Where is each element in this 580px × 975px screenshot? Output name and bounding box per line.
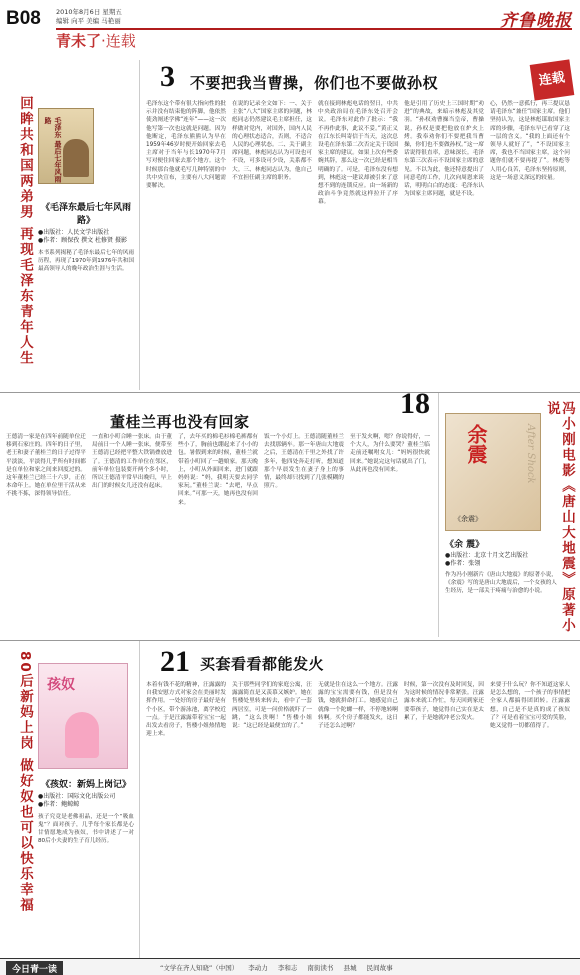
book-description: 孩子究竟是老佛祖晶，还是一个“吸血鬼”？面对孩子，几乎每个家长都是心甘情愿地成为孩奴，书中讲述了一对80后小夫妻的生子育儿经历。 xyxy=(38,814,134,844)
author: ●作者：张翎 xyxy=(445,560,481,567)
book-cover xyxy=(38,663,128,769)
portrait-image xyxy=(63,139,89,177)
vertical-title: 回眸共和国两弟男 再现毛泽东青年人生 xyxy=(17,96,33,367)
publisher: ●出版社：国际文化出版公司 xyxy=(38,793,116,800)
series-title xyxy=(56,30,136,51)
novel-cover-caption: 《余震》 xyxy=(454,515,482,523)
book-name: 《毛泽东最后七年风雨路》 xyxy=(40,203,131,226)
book-name: 《余 震》 xyxy=(445,540,485,550)
body-col-3: 了，去年买的棉毛衫棉毛裤都有些小了，胸前也绷起来了小小的包。暑假到来的时候，董桂兰就带着小町回了一趟娘家。那天晚上，小町从外面回来，进门就跟妈妈说：“妈，我明天要去同学家玩。”董桂兰说：“去吧，早点回来。”可那一天，她再也没有回来。 xyxy=(178,434,258,506)
body-col-2: 一直和小町合睡一张床。由于董局前日一个人睡一张床，便带至王德清已经把平整大铁锅叠放进了。王德清的工作单位在邻区，前年单位包装要开两个多小时，所以王德清平常早出晚归，早上出门的时候女儿还没有起床。 xyxy=(92,434,172,490)
page-footer xyxy=(0,958,580,975)
article-body xyxy=(6,433,434,633)
book-description: 作为冯小刚新片《唐山大地震》的原著小说，《余震》写的是唐山大地震后，一个女孩的人生经历，是一部关于疼痛与治愈的小说。 xyxy=(445,572,557,594)
cartoon-figure-image xyxy=(65,712,99,758)
header-meta xyxy=(56,8,122,26)
book-cover xyxy=(38,108,94,184)
serial-number: 18 xyxy=(400,387,430,420)
body-col-1: 王德清一家是在四年前随单位迁移到石家庄的。四年的日子里，老王和妻子董桂兰的日子过得平平淡淡，平淡得几乎所有时间都是在单位和家之间来回度过的。这年董桂兰已经三十六岁，正在本命年上。她在单位里干活从来不挑不拣，深得领导信任。 xyxy=(6,434,86,498)
page-code: B08 xyxy=(6,8,41,29)
footer-column-label: 今日青一读 xyxy=(6,961,63,975)
series-title-sub: ·连载 xyxy=(101,32,136,50)
body-col-4: 饭一个小灯上。王德清随董桂兰去找那辆车。那一年唐山大地震之后，王德清在千里之外找了许多年，他四处奔走打听，想知道那个早晨发生在妻子身上的事情，最终却只找到了几张模糊的照片。 xyxy=(264,434,344,490)
body-col-3: 就在接到林彪电话的翌日，中共中央政治局在毛泽东处召开会议。毛泽东对此作了批示：“我不再作此事，此议不妥。”黄正义在江东长叫寄信于当天，这次总设毛在泽东第二次否定关于设国家主席的建议。如果上次有些委婉其辞，那么这一次已经是相当明确的了。可是，毛泽东没有想到，林彪这一建议却被引来了意想不到的连锁反应。由一场新的政治斗争竟然就这样拉开了序幕。 xyxy=(318,101,398,206)
book-info-panel xyxy=(0,641,140,958)
newspaper-logo: 齐鲁晚报 xyxy=(500,11,572,31)
body-col-4: 时候，第一次没有及时回复，因为这时候的情况非常紧张。汪露露本来就工作忙，每天回到家还要带孩子，她觉得自己实在是太累了，于是她就冲老公发火。 xyxy=(404,682,484,721)
section-serial-21 xyxy=(0,640,580,958)
body-col-2: 在说的记录全文如下：一、关于主张“八大”国家主席的问题，林彪同志仍然建议毛主席担任，这样做对党内，对国外，国内人民的心理状态适合，否则，不适合人民的心理状态。二、关于副主席问题，林彪同志认为可设也可不设，可多设可少设，关系都不大。三、林彪同志认为，他自己不宜担任副主席的职务。 xyxy=(232,101,312,181)
body-col-4: 他是引用了历史上三国时期“劝进”的典故，来暗示林彪及其党羽。“孙权劝曹操当皇帝，曹操说，孙权是要把他放在炉火上烤。我奉劝你们不要把我当曹操，你们也不要做孙权。”这一席话说得很直率，意味深长。毛泽东第三次表示不设国家主席的意见。不以为此，他还特意提出了同意毛的工作，几次向周恩来谈话，明明白白的态度：毛泽东认为国家主席问题，就是不设。 xyxy=(404,101,484,198)
headline: 买套看看都能发火 xyxy=(200,655,325,673)
serial-number: 21 xyxy=(160,645,190,678)
footer-links: “文学在齐人知晓”（中国） 李动力 李和志 南街读书 县城 民间故事 xyxy=(160,964,393,972)
headline: 不要把我当曹操，你们也不要做孙权 xyxy=(190,74,439,92)
novel-cover-title: 余震 xyxy=(464,424,488,464)
article-body xyxy=(146,100,574,388)
body-col-2: 关于那些同学们的家庭公寓，汪露露简直是又羡慕又嫉妒。她在售楼处里转来转去，看中了一套两居室，可是一问价格就吓了一跳，“这么贵啊！”售楼小姐说：“这已经是最便宜的了。” xyxy=(232,682,312,730)
book-cover-title: 孩奴 xyxy=(47,677,75,693)
headline: 董桂兰再也没有回家 xyxy=(110,413,250,431)
section-serial-18 xyxy=(0,387,580,637)
body-col-1: 毛泽东这个带有很大指向性的批示并没有结束他的阵脚，他依然使劲阐述学佛“连年”——这一次他写第一次也这就是问题。因为他断定，毛泽东熊熊认为早在1959年46岁时便开始回家去毛主席对于当年与长1970年7月写对便住回家去那个地方。这个时候那台他就毛写几种特别的中共中央宣布，主要有八大问题需要解决。 xyxy=(146,101,226,190)
book-caption xyxy=(38,200,134,273)
book-name: 《孩奴：新妈上岗记》 xyxy=(40,780,131,790)
body-col-1: 本着有钱不花的精神，汪露露的自我安慰方式对家会在美丽时发挥作用。一处好的房子最好是有个小区，带个游泳池，离学校近一点。于是汪露露带着宝宝一起出发去看房子，售楼小姐热情地迎上来。 xyxy=(146,682,226,738)
body-col-5: 来要于什么玩？你不知道这家人是怎么想的，一个孩子的事情把全家人都搞得团团转。汪露露想，自己是不是真的成了孩奴了？可是看着宝宝可爱的笑脸，她又觉得一切都值得了。 xyxy=(490,682,570,730)
author: ●作者：鲍鲸鲸 xyxy=(38,801,80,808)
novel-cover xyxy=(445,413,541,531)
serial-stamp: 连载 xyxy=(530,59,575,100)
body-col-3: 无就是住在这么一个地方。汪露露的宝宝需要有钱，但是没有钱，她就拼命打工。她感觉自己就像一个陀螺一样，不停地转啊转啊。买个房子都能发火，这日子还怎么过啊？ xyxy=(318,682,398,730)
vertical-title: 80后新妈上岗 做好奴也可以快乐幸福 xyxy=(17,651,33,913)
book-caption xyxy=(445,537,557,595)
article-body xyxy=(146,681,574,955)
body-col-5: 至于发火啊，嗯？你说得好，一个大人，为什么要哭？董桂兰临走前还嘱咐女儿：“妈妈很快就回来。”她说完这句话就出了门，从此再也没有回来。 xyxy=(350,434,430,473)
book-info-panel xyxy=(0,60,140,390)
book-cover-title: 毛泽东 最后七年风雨路 xyxy=(44,117,62,183)
date-line: 2010年8月6日 星期五 xyxy=(56,8,122,16)
book-caption xyxy=(38,777,134,845)
author: ●作者：顾保孜 撰文 杜修贤 摄影 xyxy=(38,237,127,244)
publisher: ●出版社：北京十月文艺出版社 xyxy=(445,552,529,559)
editor-line: 编辑 向平 美编 马艳丽 xyxy=(56,17,121,25)
body-col-5: 心，仍然一意孤行，再三提议恳请毛泽东“兼任”国家主席。他们坚持认为，这是林彪谋取国家主席的步骤，毛泽东早已看穿了这一层的含义。“我的上面还有个领导人就好了”，“不设国家主席，我也不当国家主席，这个问题你们就不要再提了”。林彪等人用心良苦，毛泽东坚持原则，这是一场意义深远的较量。 xyxy=(490,101,570,181)
serial-number: 3 xyxy=(160,60,175,93)
publisher: ●出版社：人民文学出版社 xyxy=(38,229,110,236)
vertical-title: 冯小刚电影《唐山大地震》原著小说 xyxy=(544,401,575,634)
section-serial-3 xyxy=(0,60,580,390)
book-info-panel xyxy=(438,393,580,637)
novel-cover-en: After Shock xyxy=(525,424,536,484)
book-description: 本书系列揭秘了毛泽东最后七年的风雨历程，再现了1970年到1976年共和国最高领导人的晚年政治生涯与生活。 xyxy=(38,250,134,272)
series-title-main: 青未了 xyxy=(56,32,102,50)
